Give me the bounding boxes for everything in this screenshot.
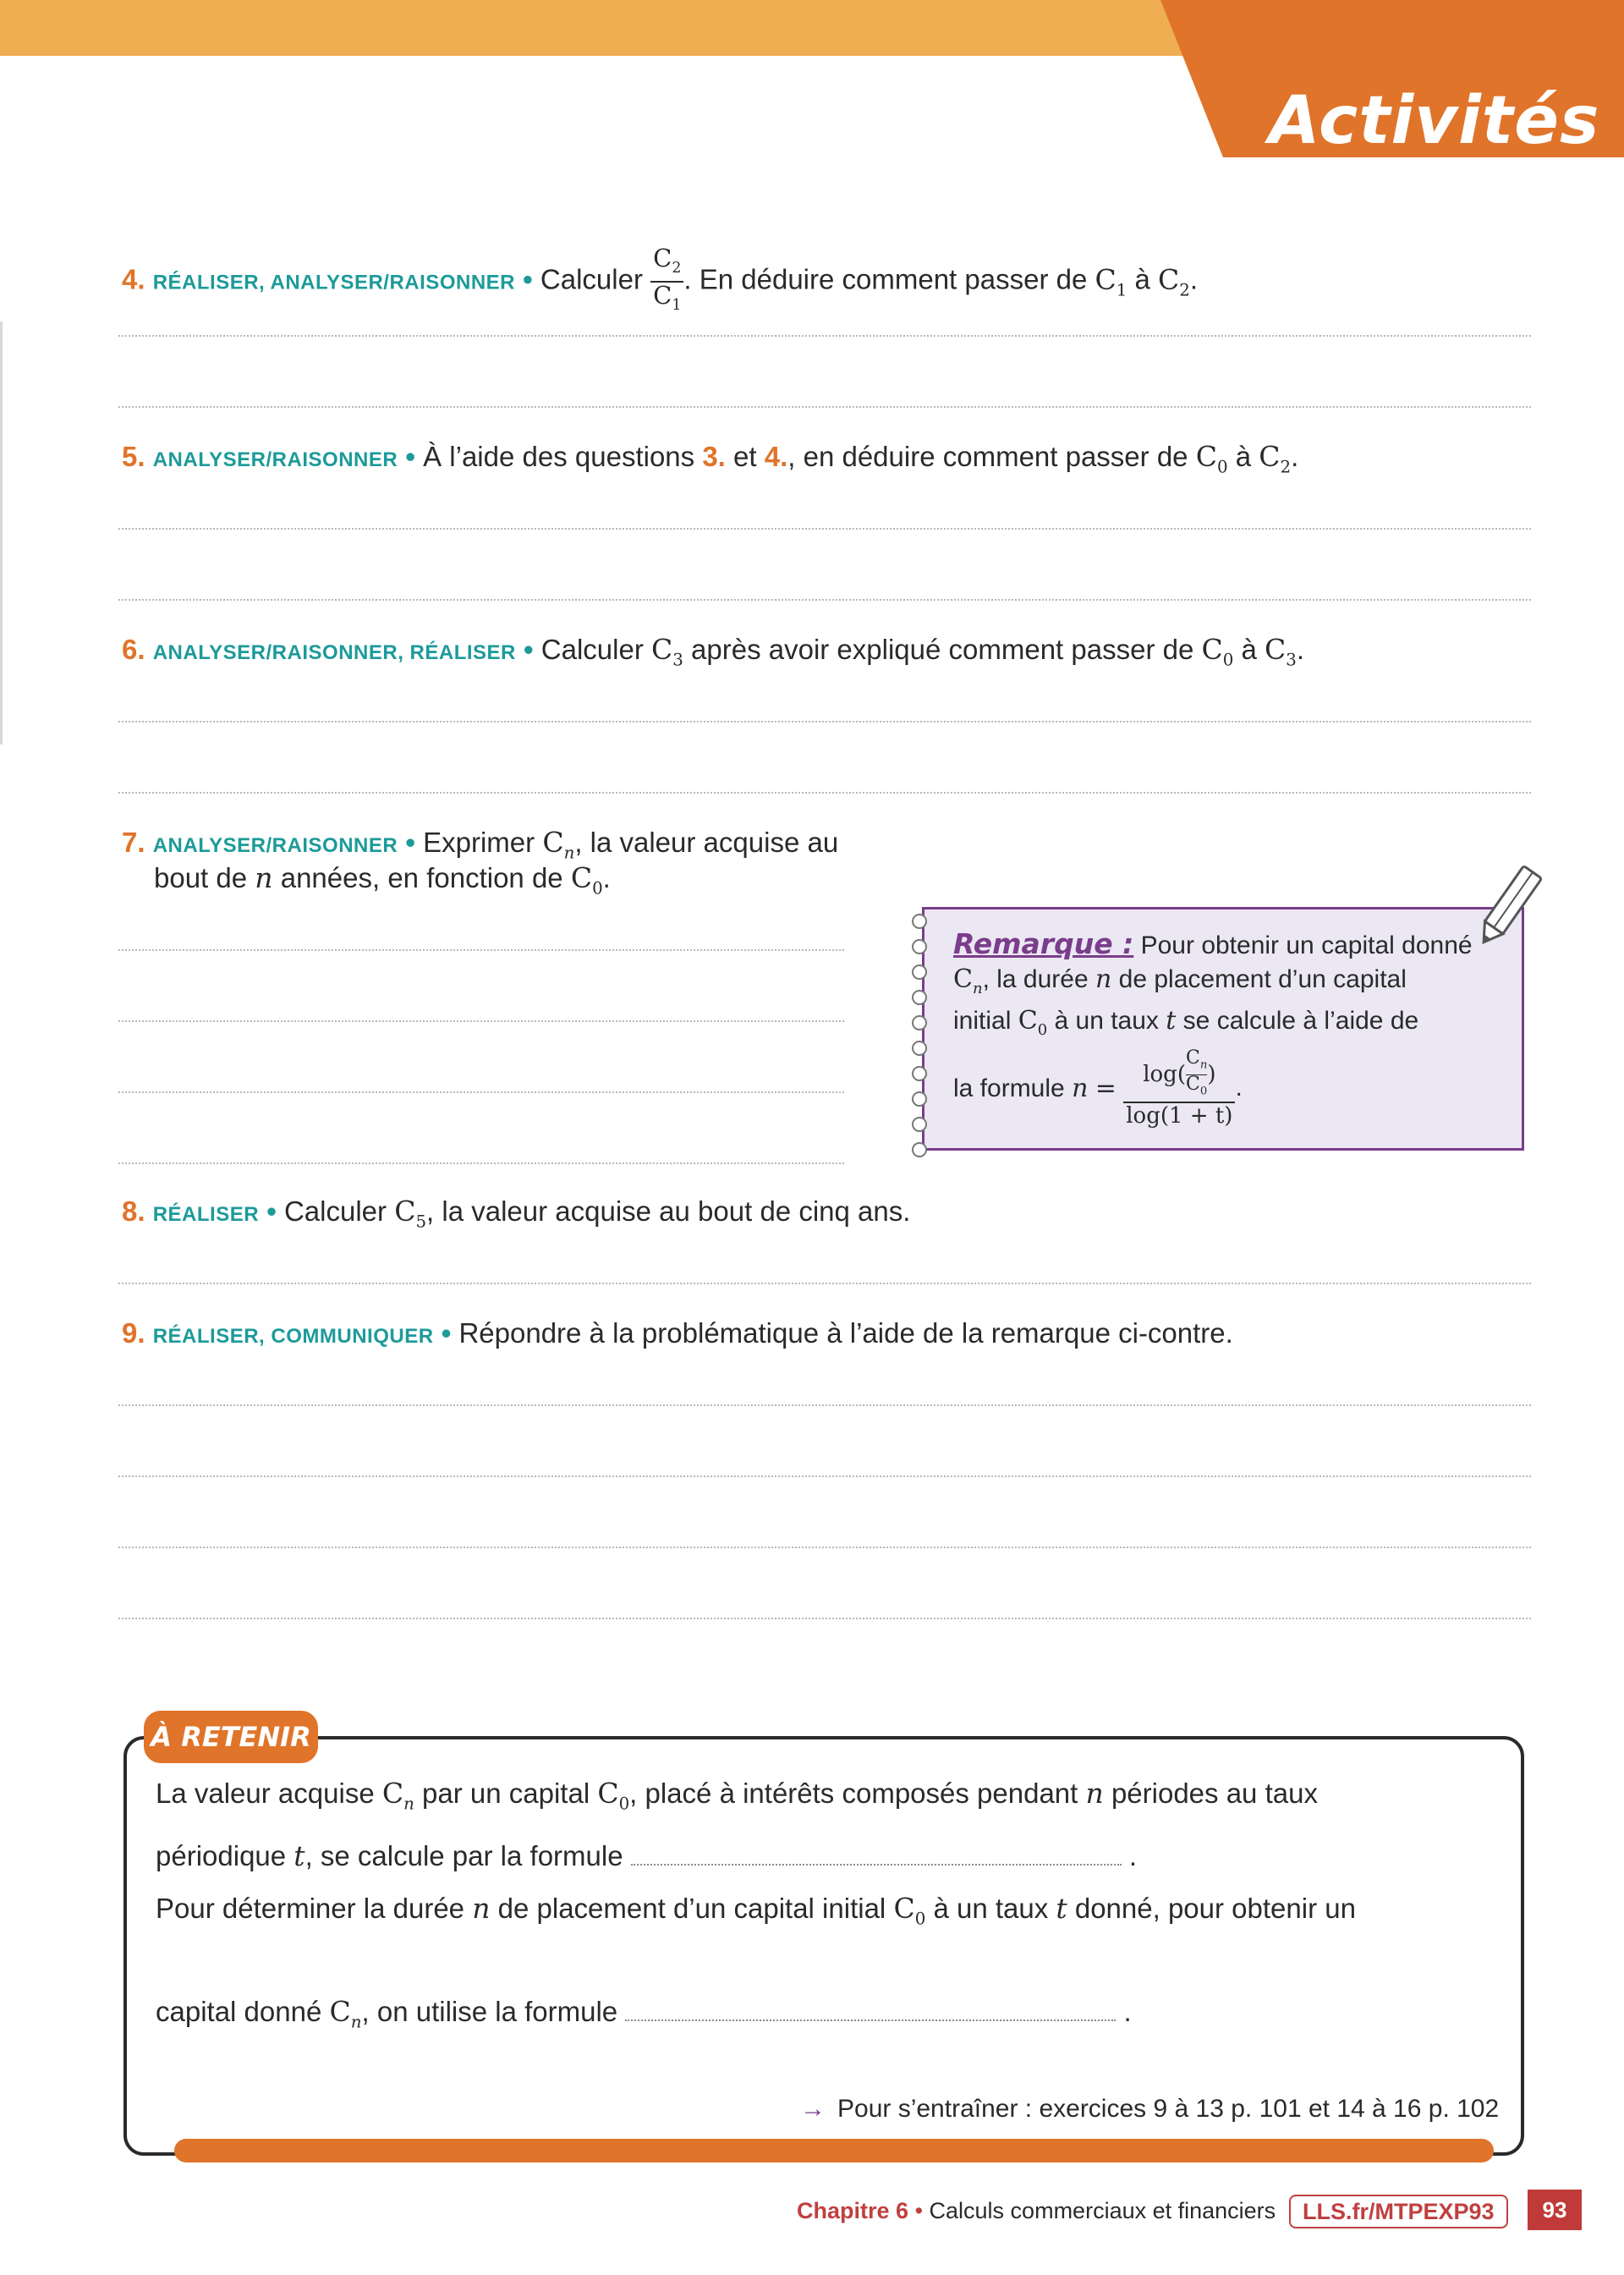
retenir-line-4: capital donné $C_n$, on utilise la formule . [156, 1995, 1132, 2032]
notebook-rings [912, 914, 932, 1168]
skill-tags: ANALYSER/RAISONNER, RÉALISER [152, 641, 516, 664]
answer-line[interactable] [118, 528, 1531, 530]
answer-line[interactable] [118, 599, 1531, 601]
skill-tags: RÉALISER, COMMUNIQUER [152, 1325, 434, 1348]
training-reference: → Pour s’entraîner : exercices 9 à 13 p. 101 et 14 à 16 p. 102 [800, 2095, 1500, 2123]
skill-tags: RÉALISER, ANALYSER/RAISONNER [152, 271, 515, 294]
question-9: 9. RÉALISER, COMMUNIQUER • Répondre à la problématique à l’aide de la remarque ci-contre. [122, 1317, 1233, 1349]
answer-line[interactable] [118, 335, 1531, 337]
answer-line[interactable] [118, 1091, 844, 1093]
remark-title: Remarque : [953, 927, 1134, 960]
answer-line[interactable] [118, 792, 1531, 794]
answer-line[interactable] [118, 1404, 1531, 1406]
skill-tags: RÉALISER [152, 1203, 260, 1226]
question-5: 5. ANALYSER/RAISONNER • À l’aide des questions 3. et 4., en déduire comment passer de $C_0$ à $C_2$. [122, 440, 1299, 477]
question-7-line2: bout de n années, en fonction de $C_0$. [154, 861, 611, 898]
answer-line[interactable] [118, 1618, 1531, 1619]
formula-blank[interactable] [631, 1863, 1122, 1866]
answer-line[interactable] [118, 949, 844, 951]
retenir-label: À RETENIR [144, 1711, 318, 1763]
page-title: Activités [1269, 83, 1600, 159]
footer-link[interactable]: LLS.fr/MTPEXP93 [1289, 2195, 1508, 2228]
answer-line[interactable] [118, 721, 1531, 723]
answer-line[interactable] [118, 406, 1531, 408]
formula-blank[interactable] [625, 2019, 1116, 2021]
question-4: 4. RÉALISER, ANALYSER/RAISONNER • Calculer $\frac{C_2}{C_1}$ . En déduire comment passer de $C_1$ à $C_2$. [122, 245, 1198, 318]
duration-formula: log( $\frac{C_n}{C_0}$ ) log(1 + t) [1123, 1049, 1235, 1129]
answer-line[interactable] [118, 1475, 1531, 1477]
retenir-line-3: Pour déterminer la durée n de placement d’un capital initial $C_0$ à un taux t donné, pour obtenir un [156, 1892, 1356, 1929]
skill-tags: ANALYSER/RAISONNER [152, 448, 398, 471]
remark-text: Remarque : Pour obtenir un capital donné $C_n$, la durée n de placement d’un capital initial $C_0$ à un taux t se calcule à l’aide de la formule n = log( $\frac{C_n}{C_0}$ ) log(1 + t) . [953, 927, 1473, 1129]
answer-line[interactable] [118, 1162, 844, 1164]
retenir-line-2: périodique t, se calcule par la formule . [156, 1839, 1138, 1872]
footer-chapter: Chapitre 6 • Calculs commerciaux et financiers [797, 2198, 1276, 2223]
question-number: 4. [122, 263, 145, 295]
retenir-line-1: La valeur acquise $C_n$ par un capital $C_0$, placé à intérêts composés pendant n périodes au taux [156, 1777, 1318, 1814]
answer-line[interactable] [118, 1020, 844, 1022]
retenir-bar [174, 2139, 1494, 2162]
question-6: 6. ANALYSER/RAISONNER, RÉALISER • Calculer $C_3$ après avoir expliqué comment passer de $C_0$ à $C_3$. [122, 633, 1305, 670]
answer-line[interactable] [118, 1283, 1531, 1284]
fraction-c2-c1: $\frac{C_2}{C_1}$ [650, 245, 683, 318]
question-7: 7. ANALYSER/RAISONNER • Exprimer $C_n$, la valeur acquise au [122, 826, 839, 863]
arrow-right-icon: → [800, 2095, 826, 2123]
question-8: 8. RÉALISER • Calculer $C_5$, la valeur acquise au bout de cinq ans. [122, 1195, 911, 1232]
page-number: 93 [1528, 2190, 1582, 2230]
margin-line [0, 321, 3, 745]
answer-line[interactable] [118, 1547, 1531, 1548]
skill-tags: ANALYSER/RAISONNER [152, 834, 398, 857]
